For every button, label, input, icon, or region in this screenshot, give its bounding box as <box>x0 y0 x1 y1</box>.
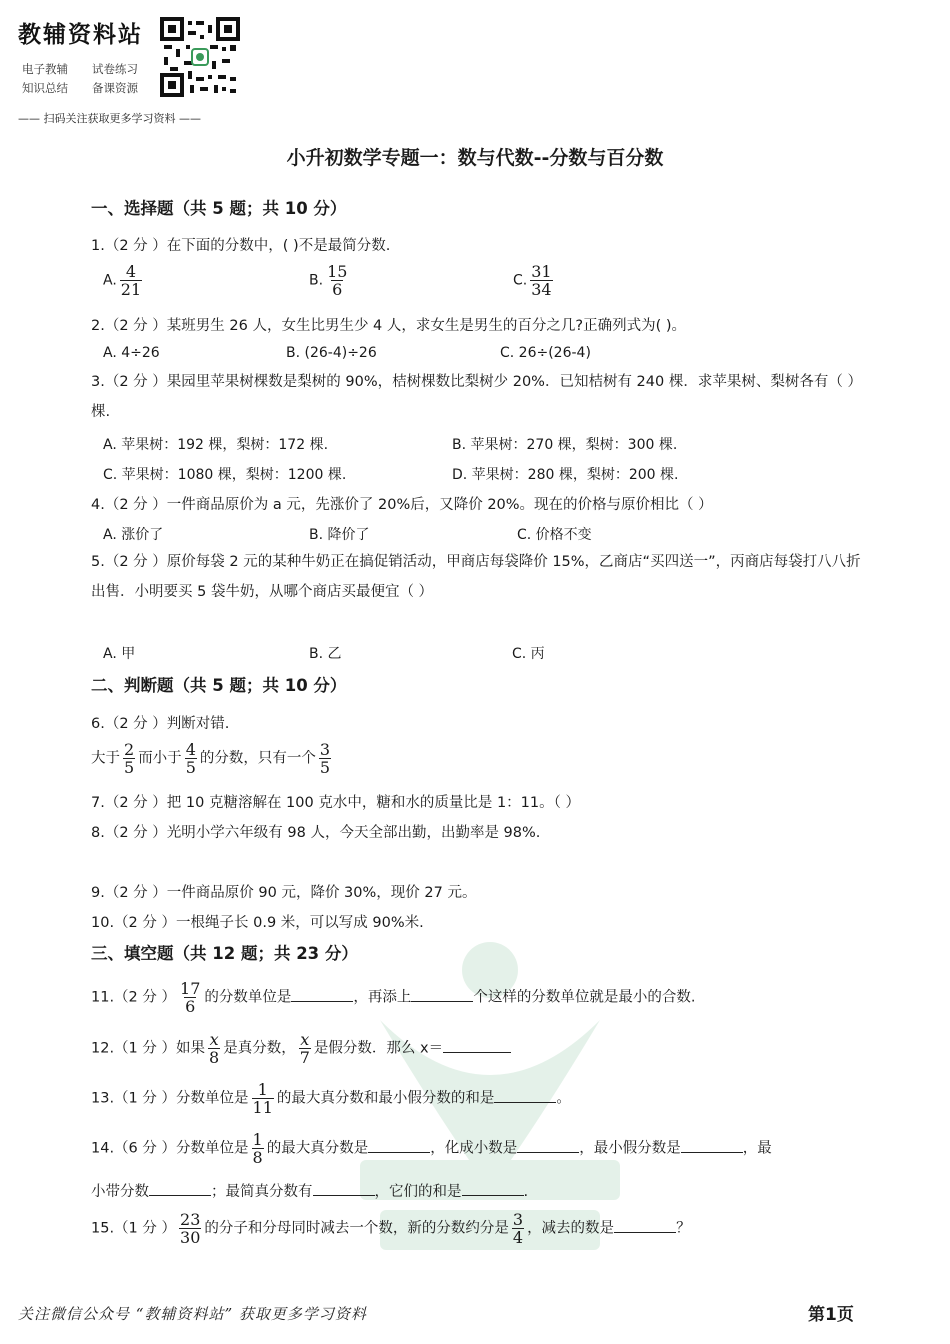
text: 12.（1 分 ）如果 <box>91 1040 206 1057</box>
question-3-stem: 3.（2 分 ）果园里苹果树棵数是梨树的 90%，桔树棵数比梨树少 20%．已知桔树有 240 棵．求苹果树、梨树各有（ ）棵. <box>91 374 855 420</box>
tag: 知识总结 <box>22 81 68 95</box>
denominator: 5 <box>124 758 135 777</box>
fraction <box>179 1211 201 1246</box>
q1-option-c <box>513 263 556 298</box>
numerator: 31 <box>531 262 552 281</box>
option-label: A. <box>103 272 117 289</box>
q3-option-c: C. 苹果树：1080 棵，梨树：1200 棵. <box>103 467 347 483</box>
text: 的分子和分母同时减去一个数，新的分数约分是 <box>204 1220 509 1237</box>
denominator: 30 <box>180 1228 201 1247</box>
q5-option-c: C. 丙 <box>512 646 545 662</box>
question-4-stem: 4.（2 分 ）一件商品原价为 a 元，先涨价了 20%后，又降价 20%。现在的价格与原价相比（ ） <box>91 497 713 513</box>
text: 的最大真分数和最小假分数的和是 <box>276 1090 495 1107</box>
text: ，最 <box>742 1140 772 1157</box>
fraction <box>179 980 201 1015</box>
text: 的分数单位是 <box>204 989 292 1006</box>
q2-option-c: C. 26÷(26-4) <box>500 345 591 361</box>
q4-option-a: A. 涨价了 <box>103 527 164 543</box>
option-label: C. <box>513 272 528 289</box>
fraction <box>252 1131 264 1166</box>
brand-name: 教辅资料站 <box>18 22 143 48</box>
question-10: 10.（2 分 ）一根绳子长 0.9 米，可以写成 90%米. <box>91 915 424 931</box>
question-6-stem: 6.（2 分 ）判断对错. <box>91 716 230 732</box>
text: 14.（6 分 ）分数单位是 <box>91 1140 249 1157</box>
denominator: 8 <box>252 1148 263 1167</box>
denominator: 11 <box>252 1098 273 1117</box>
answer-blank[interactable] <box>313 1181 375 1196</box>
numerator: 17 <box>180 979 201 998</box>
text: ，再添上 <box>353 989 412 1006</box>
text: ，它们的和是 <box>374 1184 462 1200</box>
text: ，减去的数是 <box>527 1220 615 1237</box>
page-number: 第1页 <box>808 1305 854 1325</box>
question-1-stem: 1.（2 分 ）在下面的分数中，( )不是最简分数. <box>91 238 391 254</box>
numerator: 15 <box>327 262 348 281</box>
fraction <box>512 1211 524 1246</box>
fraction <box>319 741 331 776</box>
text: ？ <box>676 1220 691 1237</box>
text: . <box>523 1184 529 1200</box>
footer-note: 关注微信公众号 “教辅资料站” 获取更多学习资料 <box>18 1305 367 1323</box>
qr-code-icon <box>160 17 240 97</box>
denominator: 6 <box>185 997 196 1016</box>
fraction <box>208 1031 220 1066</box>
document-title: 小升初数学专题一：数与代数--分数与百分数 <box>286 147 664 169</box>
numerator: 2 <box>124 740 135 759</box>
q3-option-a: A. 苹果树：192 棵，梨树：172 棵. <box>103 437 329 453</box>
denominator: 34 <box>531 280 552 299</box>
section-heading-fill: 三、填空题（共 12 题；共 23 分） <box>91 944 358 963</box>
question-8: 8.（2 分 ）光明小学六年级有 98 人，今天全部出勤，出勤率是 98%. <box>91 825 541 841</box>
q3-option-d: D. 苹果树：280 棵，梨树：200 棵. <box>452 467 679 483</box>
option-label: B. <box>309 272 324 289</box>
question-5-stem: 5.（2 分 ）原价每袋 2 元的某种牛奶正在搞促销活动，甲商店每袋降价 15%，乙商店“买四送一”，丙商店每袋打八八折出售．小明要买 5 袋牛奶，从哪个商店买最便宜（ ） <box>91 554 861 600</box>
answer-blank[interactable] <box>462 1181 524 1196</box>
question-12 <box>91 1031 511 1066</box>
text: 11.（2 分 ） <box>91 989 177 1006</box>
text: ，最小假分数是 <box>579 1140 681 1157</box>
answer-blank[interactable] <box>149 1181 211 1196</box>
text: 大于 <box>91 750 120 767</box>
answer-blank[interactable] <box>614 1218 676 1233</box>
question-2-stem: 2.（2 分 ）某班男生 26 人，女生比男生少 4 人，求女生是男生的百分之几?正确列式为( )。 <box>91 318 687 334</box>
fraction <box>123 741 135 776</box>
numerator: 3 <box>512 1210 524 1229</box>
denominator: 7 <box>299 1048 310 1067</box>
brand-tags <box>22 60 162 98</box>
text: ，化成小数是 <box>430 1140 518 1157</box>
fraction <box>299 1031 311 1066</box>
tag: 电子教辅 <box>22 62 68 76</box>
numerator: 1 <box>252 1130 263 1149</box>
answer-blank[interactable] <box>411 987 473 1002</box>
text: ；最简真分数有 <box>211 1184 313 1200</box>
denominator: 5 <box>319 758 331 777</box>
denominator: 5 <box>185 758 196 777</box>
answer-blank[interactable] <box>291 987 353 1002</box>
answer-blank[interactable] <box>443 1038 511 1053</box>
fraction <box>530 263 552 298</box>
denominator: 6 <box>332 280 343 299</box>
text: 的分数，只有一个 <box>199 750 316 767</box>
question-15 <box>91 1211 691 1246</box>
scan-caption: —— 扫码关注获取更多学习资料 —— <box>18 112 201 125</box>
q5-option-b: B. 乙 <box>309 646 342 662</box>
q4-option-b: B. 降价了 <box>309 527 370 543</box>
text: 15.（1 分 ） <box>91 1220 177 1237</box>
question-13 <box>91 1081 571 1116</box>
section-heading-judge: 二、判断题（共 5 题；共 10 分） <box>91 676 347 695</box>
fraction <box>252 1081 274 1116</box>
denominator: 8 <box>209 1048 220 1067</box>
numerator: 3 <box>319 740 331 759</box>
q1-option-b <box>309 263 351 298</box>
denominator: 21 <box>120 280 142 299</box>
text: 的最大真分数是 <box>266 1140 369 1157</box>
numerator: x <box>300 1030 310 1049</box>
text: 是真分数， <box>223 1040 296 1057</box>
q3-option-b: B. 苹果树：270 棵，梨树：300 棵. <box>452 437 678 453</box>
question-6-statement <box>91 741 334 776</box>
q2-option-a: A. 4÷26 <box>103 345 160 361</box>
fraction <box>120 263 142 298</box>
q5-option-a: A. 甲 <box>103 646 136 662</box>
section-heading-choice: 一、选择题（共 5 题；共 10 分） <box>91 199 347 218</box>
question-14-line-1 <box>91 1131 772 1166</box>
numerator: 4 <box>125 262 137 281</box>
numerator: 23 <box>180 1210 201 1229</box>
text: 个这样的分数单位就是最小的合数. <box>473 989 696 1006</box>
q2-option-b: B. (26-4)÷26 <box>286 345 377 361</box>
fraction <box>326 263 348 298</box>
text: 。 <box>556 1090 571 1107</box>
denominator: 4 <box>512 1228 524 1247</box>
text: 是假分数．那么 x＝ <box>313 1040 444 1057</box>
answer-blank[interactable] <box>368 1138 430 1153</box>
fraction <box>185 741 197 776</box>
q1-option-a <box>103 263 145 298</box>
text: 小带分数 <box>91 1184 149 1200</box>
numerator: 4 <box>185 740 196 759</box>
numerator: x <box>209 1030 219 1049</box>
question-7: 7.（2 分 ）把 10 克糖溶解在 100 克水中，糖和水的质量比是 1：11。（ ） <box>91 795 580 811</box>
tag: 试卷练习 <box>92 62 138 76</box>
answer-blank[interactable] <box>517 1138 579 1153</box>
numerator: 1 <box>257 1080 268 1099</box>
question-9: 9.（2 分 ）一件商品原价 90 元，降价 30%，现价 27 元。 <box>91 885 477 901</box>
tag: 备课资源 <box>92 81 138 95</box>
text: 而小于 <box>138 750 182 767</box>
question-11 <box>91 980 695 1015</box>
question-14-line-2 <box>91 1180 528 1201</box>
answer-blank[interactable] <box>681 1138 743 1153</box>
q4-option-c: C. 价格不变 <box>517 527 592 543</box>
text: 13.（1 分 ）分数单位是 <box>91 1090 249 1107</box>
answer-blank[interactable] <box>494 1088 556 1103</box>
